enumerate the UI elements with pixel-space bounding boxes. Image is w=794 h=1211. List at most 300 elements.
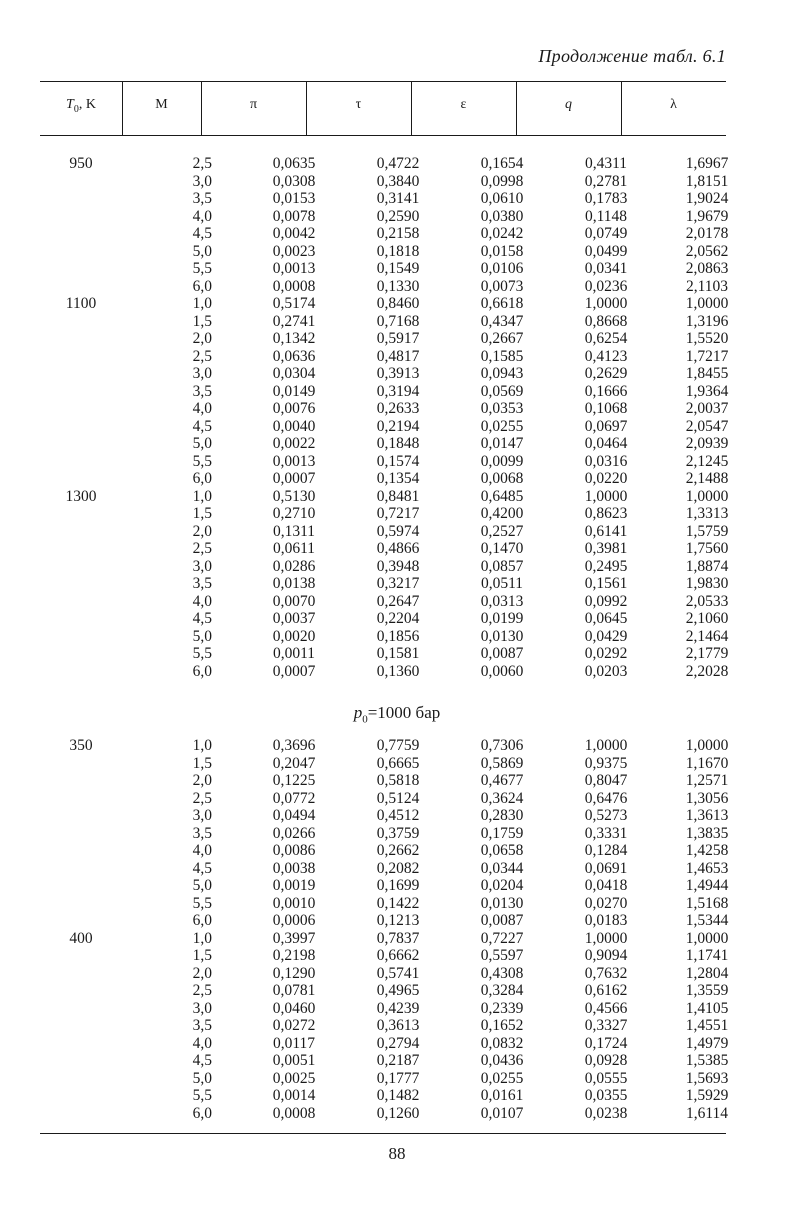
table-cell: 0,3624 bbox=[480, 789, 524, 807]
table-cell: 0,0436 bbox=[480, 1052, 524, 1069]
table-cell: 2,1488 bbox=[685, 470, 729, 487]
table-cell: 1,5520 bbox=[685, 330, 729, 347]
table-cell: 4,0 bbox=[192, 592, 212, 610]
table-cell: 1,0 bbox=[192, 487, 212, 505]
data-table-block-1 bbox=[40, 155, 756, 680]
table-cell bbox=[40, 400, 122, 418]
table-cell: 5,5 bbox=[192, 1087, 212, 1104]
table-cell bbox=[40, 807, 122, 825]
table-cell: 5,0 bbox=[192, 877, 212, 894]
table-cell: 0,0130 bbox=[480, 627, 524, 645]
table-cell: 0,0070 bbox=[272, 592, 316, 610]
table-cell: 1,8151 bbox=[685, 172, 729, 190]
table-cell: 0,1225 bbox=[272, 772, 316, 789]
table-cell: 6,0 bbox=[192, 1104, 212, 1122]
table-cell: 0,0013 bbox=[272, 260, 316, 277]
table-cell: 0,6476 bbox=[584, 789, 628, 807]
table-cell: 0,2187 bbox=[376, 1052, 420, 1069]
table-cell: 2,0562 bbox=[685, 242, 729, 260]
table-row bbox=[40, 947, 756, 965]
table-cell bbox=[40, 755, 122, 773]
table-cell bbox=[40, 313, 122, 331]
table-row bbox=[40, 755, 756, 773]
table-cell: 1,5168 bbox=[685, 894, 729, 912]
table-cell bbox=[40, 330, 122, 348]
table-cell: 0,0316 bbox=[584, 452, 628, 470]
table-cell bbox=[40, 470, 122, 488]
table-cell: 0,0658 bbox=[480, 842, 524, 859]
table-cell: 0,0011 bbox=[272, 645, 316, 662]
table-cell: 3,5 bbox=[192, 190, 212, 207]
table-cell: 1,9830 bbox=[685, 575, 729, 592]
table-row bbox=[40, 558, 756, 576]
table-cell: 0,1848 bbox=[376, 435, 420, 452]
table-cell: 0,4311 bbox=[584, 155, 628, 172]
table-cell bbox=[40, 610, 122, 628]
table-cell: 1,5 bbox=[192, 754, 212, 772]
table-cell: 0,0555 bbox=[584, 1069, 628, 1087]
table-cell: 0,4677 bbox=[480, 772, 524, 789]
table-cell: 0,9094 bbox=[584, 947, 628, 964]
table-cell bbox=[40, 1087, 122, 1105]
table-row bbox=[40, 470, 756, 488]
table-cell: 0,5974 bbox=[376, 522, 420, 540]
table-cell: 0,0635 bbox=[272, 155, 316, 172]
table-cell: 1,0000 bbox=[584, 929, 628, 947]
table-cell: 3,5 bbox=[192, 824, 212, 842]
table-cell: 0,1561 bbox=[584, 575, 628, 592]
table-row bbox=[40, 173, 756, 191]
table-cell: 0,1342 bbox=[272, 330, 316, 347]
table-cell: 0,6141 bbox=[584, 522, 628, 540]
table-cell: 0,0087 bbox=[480, 912, 524, 929]
table-cell: 2,0863 bbox=[685, 260, 729, 277]
table-cell: 0,0073 bbox=[480, 277, 524, 295]
table-cell bbox=[40, 1017, 122, 1035]
table-cell: 0,0464 bbox=[584, 435, 628, 452]
table-cell: 2,1103 bbox=[685, 277, 729, 295]
table-cell: 0,0992 bbox=[584, 592, 628, 610]
table-cell: 0,1422 bbox=[376, 894, 420, 912]
table-cell: 2,5 bbox=[192, 789, 212, 807]
table-cell bbox=[40, 593, 122, 611]
table-cell: 0,5130 bbox=[272, 487, 316, 505]
table-cell: 1,5 bbox=[192, 312, 212, 330]
table-cell bbox=[40, 173, 122, 191]
table-cell: 1,4979 bbox=[685, 1034, 729, 1052]
table-cell: 0,4308 bbox=[480, 964, 524, 982]
table-cell: 1,3056 bbox=[685, 789, 729, 807]
table-cell: 2,0037 bbox=[685, 400, 729, 417]
table-cell: 0,1818 bbox=[376, 242, 420, 260]
table-cell: 1,0000 bbox=[685, 929, 729, 947]
table-cell: 0,1260 bbox=[376, 1104, 420, 1122]
table-cell: 0,3981 bbox=[584, 540, 628, 557]
table-cell: 6,0 bbox=[192, 277, 212, 295]
table-cell: 1,0 bbox=[192, 929, 212, 947]
table-cell bbox=[40, 1052, 122, 1070]
table-cell: 1,3835 bbox=[685, 824, 729, 842]
table-cell: 0,0087 bbox=[480, 645, 524, 662]
table-cell: 3,0 bbox=[192, 365, 212, 382]
table-cell: 0,0220 bbox=[584, 470, 628, 487]
table-cell: 0,1699 bbox=[376, 877, 420, 894]
table-cell: 0,0857 bbox=[480, 557, 524, 575]
table-cell: 0,2194 bbox=[376, 417, 420, 435]
table-cell: 3,5 bbox=[192, 382, 212, 400]
table-cell: 0,0236 bbox=[584, 277, 628, 295]
table-cell: 1100 bbox=[65, 295, 97, 312]
table-cell: 0,0380 bbox=[480, 207, 524, 225]
table-cell: 1,4105 bbox=[685, 999, 729, 1017]
table-cell: 1,5 bbox=[192, 505, 212, 522]
table-cell: 1,3313 bbox=[685, 505, 729, 522]
table-cell: 2,0939 bbox=[685, 435, 729, 452]
table-cell: 6,0 bbox=[192, 662, 212, 680]
table-cell: 1,8455 bbox=[685, 365, 729, 382]
table-cell bbox=[40, 453, 122, 471]
table-cell: 0,8481 bbox=[376, 487, 420, 505]
table-cell: 2,5 bbox=[192, 347, 212, 365]
table-cell: 0,0341 bbox=[584, 260, 628, 277]
table-cell: 1,6967 bbox=[685, 155, 729, 172]
table-cell: 0,2741 bbox=[272, 312, 316, 330]
table-row bbox=[40, 260, 756, 278]
table-cell: 2,5 bbox=[192, 155, 212, 172]
table-cell: 0,0117 bbox=[272, 1034, 316, 1052]
table-cell: 0,4817 bbox=[376, 347, 420, 365]
table-cell: 1,5385 bbox=[685, 1052, 729, 1069]
table-cell: 0,0076 bbox=[272, 400, 316, 417]
table-cell: 0,0270 bbox=[584, 894, 628, 912]
table-cell bbox=[40, 1035, 122, 1053]
table-cell: 5,0 bbox=[192, 627, 212, 645]
table-row bbox=[40, 313, 756, 331]
table-cell: 0,7759 bbox=[376, 737, 420, 754]
table-cell: 1,4551 bbox=[685, 1017, 729, 1034]
table-cell bbox=[40, 912, 122, 930]
table-cell: 5,5 bbox=[192, 894, 212, 912]
table-cell: 0,6254 bbox=[584, 330, 628, 347]
table-cell bbox=[40, 645, 122, 663]
table-cell: 0,1213 bbox=[376, 912, 420, 929]
table-cell: 0,0149 bbox=[272, 382, 316, 400]
table-row bbox=[40, 930, 756, 948]
table-cell: 0,1148 bbox=[584, 207, 628, 225]
table-row bbox=[40, 825, 756, 843]
table-cell: 3,0 bbox=[192, 557, 212, 575]
table-cell bbox=[40, 260, 122, 278]
table-row bbox=[40, 772, 756, 790]
column-header-t0: $T_0$, K bbox=[66, 97, 96, 115]
table-cell: 0,1068 bbox=[584, 400, 628, 417]
table-row bbox=[40, 190, 756, 208]
table-cell: 0,4123 bbox=[584, 347, 628, 365]
table-cell: 0,0107 bbox=[480, 1104, 524, 1122]
table-cell: 2,0547 bbox=[685, 417, 729, 435]
column-header-m: M bbox=[155, 97, 168, 112]
table-cell: 0,2047 bbox=[272, 754, 316, 772]
table-cell: 0,0511 bbox=[480, 575, 524, 592]
table-cell: 0,2158 bbox=[376, 225, 420, 242]
table-row bbox=[40, 790, 756, 808]
table-cell: 4,5 bbox=[192, 225, 212, 242]
table-cell: 0,2339 bbox=[480, 999, 524, 1017]
table-cell bbox=[40, 895, 122, 913]
table-cell: 0,0313 bbox=[480, 592, 524, 610]
table-cell: 0,5273 bbox=[584, 807, 628, 824]
table-row bbox=[40, 505, 756, 523]
table-row bbox=[40, 807, 756, 825]
table-cell: 0,2633 bbox=[376, 400, 420, 417]
table-cell: 4,5 bbox=[192, 1052, 212, 1069]
table-cell: 0,0255 bbox=[480, 1069, 524, 1087]
table-cell: 1,0000 bbox=[584, 737, 628, 754]
table-cell: 0,0019 bbox=[272, 877, 316, 894]
table-cell: 1,3559 bbox=[685, 982, 729, 999]
table-cell: 0,0022 bbox=[272, 435, 316, 452]
table-cell bbox=[40, 1070, 122, 1088]
table-cell: 0,2647 bbox=[376, 592, 420, 610]
table-cell: 0,1783 bbox=[584, 190, 628, 207]
table-cell: 0,0038 bbox=[272, 859, 316, 877]
table-cell bbox=[40, 842, 122, 860]
table-cell: 5,5 bbox=[192, 260, 212, 277]
table-cell: 0,0749 bbox=[584, 225, 628, 242]
table-cell: 0,0068 bbox=[480, 470, 524, 487]
table-cell: 0,0645 bbox=[584, 610, 628, 627]
table-cell: 0,0697 bbox=[584, 417, 628, 435]
table-cell: 0,0006 bbox=[272, 912, 316, 929]
table-cell bbox=[40, 243, 122, 261]
table-cell: 1,7217 bbox=[685, 347, 729, 365]
table-cell: 0,0418 bbox=[584, 877, 628, 894]
table-row bbox=[40, 842, 756, 860]
table-cell: 0,0051 bbox=[272, 1052, 316, 1069]
table-cell: 0,4866 bbox=[376, 540, 420, 557]
table-row bbox=[40, 365, 756, 383]
table-cell: 2,0 bbox=[192, 772, 212, 789]
table-row bbox=[40, 737, 756, 755]
table-row bbox=[40, 435, 756, 453]
table-cell bbox=[40, 965, 122, 983]
table-cell: 0,0266 bbox=[272, 824, 316, 842]
table-row bbox=[40, 912, 756, 930]
table-cell: 6,0 bbox=[192, 470, 212, 487]
table-cell: 0,3194 bbox=[376, 382, 420, 400]
table-cell: 0,4200 bbox=[480, 505, 524, 522]
table-row bbox=[40, 348, 756, 366]
table-cell bbox=[40, 365, 122, 383]
table-cell: 5,0 bbox=[192, 435, 212, 452]
table-cell bbox=[40, 418, 122, 436]
table-row bbox=[40, 540, 756, 558]
table-cell: 5,5 bbox=[192, 452, 212, 470]
table-cell: 0,3997 bbox=[272, 929, 316, 947]
table-row bbox=[40, 1052, 756, 1070]
table-cell: 6,0 bbox=[192, 912, 212, 929]
table-cell: 0,2590 bbox=[376, 207, 420, 225]
table-cell: 0,2495 bbox=[584, 557, 628, 575]
table-cell: 0,0353 bbox=[480, 400, 524, 417]
table-row bbox=[40, 895, 756, 913]
column-header-epsilon: ε bbox=[460, 97, 467, 112]
table-cell: 0,0308 bbox=[272, 172, 316, 190]
table-cell: 0,5124 bbox=[376, 789, 420, 807]
table-cell: 0,2710 bbox=[272, 505, 316, 522]
table-cell: 1,6114 bbox=[685, 1104, 729, 1122]
table-cell: 0,7632 bbox=[584, 964, 628, 982]
table-cell: 1,0 bbox=[192, 737, 212, 754]
table-cell: 1,4944 bbox=[685, 877, 729, 894]
table-cell: 0,6665 bbox=[376, 754, 420, 772]
table-cell: 0,0007 bbox=[272, 662, 316, 680]
table-row bbox=[40, 1035, 756, 1053]
table-cell: 0,0242 bbox=[480, 225, 524, 242]
table-cell bbox=[40, 1105, 122, 1123]
table-cell: 0,0781 bbox=[272, 982, 316, 999]
table-row bbox=[40, 418, 756, 436]
table-cell: 0,0691 bbox=[584, 859, 628, 877]
table-cell: 3,0 bbox=[192, 807, 212, 824]
table-cell: 5,0 bbox=[192, 242, 212, 260]
table-cell: 0,1482 bbox=[376, 1087, 420, 1104]
table-cell: 1,5929 bbox=[685, 1087, 729, 1104]
table-cell: 2,0178 bbox=[685, 225, 729, 242]
table-cell: 0,0010 bbox=[272, 894, 316, 912]
table-cell: 0,3613 bbox=[376, 1017, 420, 1034]
table-cell: 0,1759 bbox=[480, 824, 524, 842]
table-cell: 1,9679 bbox=[685, 207, 729, 225]
table-cell: 0,0147 bbox=[480, 435, 524, 452]
table-row bbox=[40, 663, 756, 681]
table-cell bbox=[40, 278, 122, 296]
table-cell: 0,3327 bbox=[584, 1017, 628, 1034]
table-cell: 0,8623 bbox=[584, 505, 628, 522]
table-cell: 0,0013 bbox=[272, 452, 316, 470]
table-cell bbox=[40, 772, 122, 790]
table-cell: 0,5917 bbox=[376, 330, 420, 347]
table-cell: 3,5 bbox=[192, 575, 212, 592]
table-cell: 0,6485 bbox=[480, 487, 524, 505]
table-cell: 0,2667 bbox=[480, 330, 524, 347]
table-row bbox=[40, 453, 756, 471]
table-cell: 0,0832 bbox=[480, 1034, 524, 1052]
table-cell: 0,0494 bbox=[272, 807, 316, 824]
table-row bbox=[40, 1070, 756, 1088]
table-row bbox=[40, 243, 756, 261]
table-cell bbox=[40, 208, 122, 226]
table-cell: 400 bbox=[69, 929, 93, 947]
table-cell: 3,0 bbox=[192, 172, 212, 190]
table-cell bbox=[40, 540, 122, 558]
table-row bbox=[40, 278, 756, 296]
table-cell bbox=[40, 877, 122, 895]
table-cell: 0,3331 bbox=[584, 824, 628, 842]
table-cell: 0,9375 bbox=[584, 754, 628, 772]
table-cell: 0,3284 bbox=[480, 982, 524, 999]
table-cell: 0,1470 bbox=[480, 540, 524, 557]
table-cell: 2,5 bbox=[192, 540, 212, 557]
table-cell bbox=[40, 190, 122, 208]
table-cell bbox=[40, 860, 122, 878]
table-cell: 2,0 bbox=[192, 964, 212, 982]
table-cell: 1,5344 bbox=[685, 912, 729, 929]
table-cell: 0,0161 bbox=[480, 1087, 524, 1104]
table-cell: 0,5597 bbox=[480, 947, 524, 964]
table-row bbox=[40, 155, 756, 173]
table-cell: 0,0238 bbox=[584, 1104, 628, 1122]
table-cell: 0,0460 bbox=[272, 999, 316, 1017]
table-cell: 0,2629 bbox=[584, 365, 628, 382]
table-cell: 1,0000 bbox=[685, 737, 729, 754]
table-cell: 0,0610 bbox=[480, 190, 524, 207]
table-cell bbox=[40, 1000, 122, 1018]
table-cell: 0,0008 bbox=[272, 277, 316, 295]
table-cell: 0,0772 bbox=[272, 789, 316, 807]
table-cell bbox=[40, 435, 122, 453]
table-cell: 0,0429 bbox=[584, 627, 628, 645]
table-cell: 1,0000 bbox=[685, 487, 729, 505]
table-cell: 4,5 bbox=[192, 417, 212, 435]
table-cell: 0,3217 bbox=[376, 575, 420, 592]
table-cell: 0,0928 bbox=[584, 1052, 628, 1069]
table-cell: 0,7168 bbox=[376, 312, 420, 330]
table-cell: 0,8047 bbox=[584, 772, 628, 789]
table-row bbox=[40, 1000, 756, 1018]
table-cell bbox=[40, 947, 122, 965]
table-cell: 1,0000 bbox=[685, 295, 729, 312]
table-cell: 0,2204 bbox=[376, 610, 420, 627]
table-cell: 0,2662 bbox=[376, 842, 420, 859]
table-cell: 0,3948 bbox=[376, 557, 420, 575]
column-header-tau: τ bbox=[355, 97, 362, 112]
table-cell: 0,7217 bbox=[376, 505, 420, 522]
table-cell: 1,3613 bbox=[685, 807, 729, 824]
table-cell: 2,0533 bbox=[685, 592, 729, 610]
table-cell: 0,0158 bbox=[480, 242, 524, 260]
table-cell: 0,6162 bbox=[584, 982, 628, 999]
table-cell: 1,2804 bbox=[685, 964, 729, 982]
table-row bbox=[40, 610, 756, 628]
table-cell: 0,0130 bbox=[480, 894, 524, 912]
table-cell: 0,6618 bbox=[480, 295, 524, 312]
table-cell: 4,0 bbox=[192, 1034, 212, 1052]
table-cell: 0,2794 bbox=[376, 1034, 420, 1052]
table-cell bbox=[40, 628, 122, 646]
table-cell: 0,0304 bbox=[272, 365, 316, 382]
table-cell: 0,3759 bbox=[376, 824, 420, 842]
table-cell: 0,0060 bbox=[480, 662, 524, 680]
table-cell: 0,2781 bbox=[584, 172, 628, 190]
table-cell bbox=[40, 383, 122, 401]
table-cell: 2,1245 bbox=[685, 452, 729, 470]
table-cell bbox=[40, 225, 122, 243]
table-cell: 4,0 bbox=[192, 207, 212, 225]
table-cell: 4,5 bbox=[192, 610, 212, 627]
table-cell: 0,0042 bbox=[272, 225, 316, 242]
table-row bbox=[40, 523, 756, 541]
table-cell: 0,0020 bbox=[272, 627, 316, 645]
table-cell: 0,0943 bbox=[480, 365, 524, 382]
table-cell: 0,0344 bbox=[480, 859, 524, 877]
table-cell: 0,0286 bbox=[272, 557, 316, 575]
table-cell: 0,5869 bbox=[480, 754, 524, 772]
header-bottom-rule bbox=[40, 135, 726, 136]
table-cell: 0,3840 bbox=[376, 172, 420, 190]
table-row bbox=[40, 877, 756, 895]
table-cell: 0,4512 bbox=[376, 807, 420, 824]
